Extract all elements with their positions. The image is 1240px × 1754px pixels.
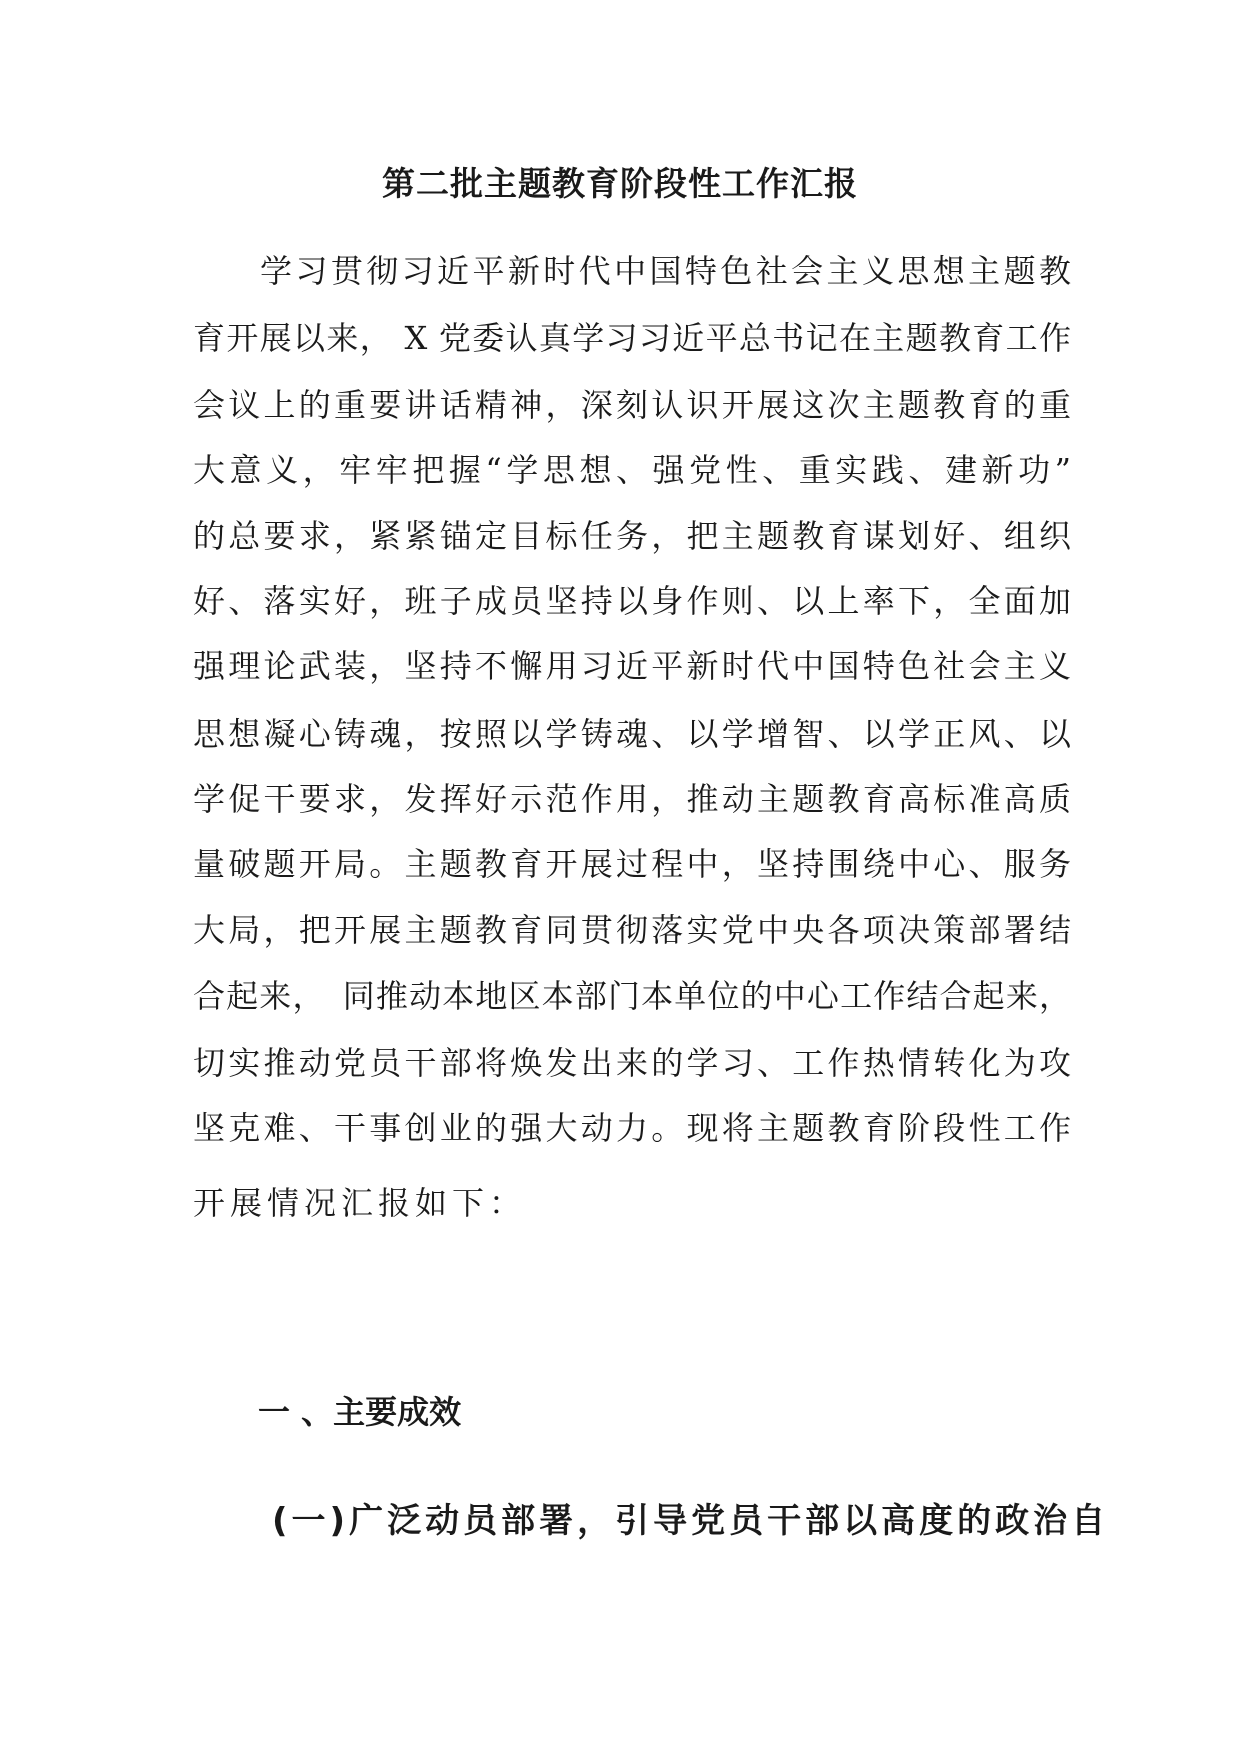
paragraph-line: 育开展以来， X 党委认真学习习近平总书记在主题教育工作 <box>193 319 1071 357</box>
paragraph-line: 大意义，牢牢把握“学思想、强党性、重实践、建新功” <box>193 451 1071 489</box>
paragraph-line: 量破题开局。主题教育开展过程中，坚持围绕中心、服务 <box>193 845 1071 883</box>
paragraph-line: 开展情况汇报如下： <box>193 1184 527 1222</box>
paragraph-line: 学促干要求，发挥好示范作用，推动主题教育高标准高质 <box>193 780 1071 818</box>
paragraph-line: 坚克难、干事创业的强大动力。现将主题教育阶段性工作 <box>193 1109 1071 1147</box>
paragraph-line: 强理论武装，坚持不懈用习近平新时代中国特色社会主义 <box>193 647 1071 685</box>
paragraph-line: 会议上的重要讲话精神，深刻认识开展这次主题教育的重 <box>193 386 1071 424</box>
document-title: 第二批主题教育阶段性工作汇报 <box>382 164 858 203</box>
subsection-heading: (一)广泛动员部署，引导党员干部以高度的政治自 <box>272 1501 1110 1541</box>
paragraph-line: 合起来， 同推动本地区本部门本单位的中心工作结合起来， <box>193 977 1071 1015</box>
paragraph-line: 好、落实好，班子成员坚持以身作则、以上率下，全面加 <box>193 582 1071 620</box>
paragraph-line: 思想凝心铸魂，按照以学铸魂、以学增智、以学正风、以 <box>193 715 1071 753</box>
section-heading: 一 、主要成效 <box>258 1393 462 1431</box>
paragraph-line: 的总要求，紧紧锚定目标任务，把主题教育谋划好、组织 <box>193 517 1071 555</box>
paragraph-line: 大局，把开展主题教育同贯彻落实党中央各项决策部署结 <box>193 911 1071 949</box>
paragraph-line: 切实推动党员干部将焕发出来的学习、工作热情转化为攻 <box>193 1044 1071 1082</box>
paragraph-line: 学习贯彻习近平新时代中国特色社会主义思想主题教 <box>260 252 1071 290</box>
